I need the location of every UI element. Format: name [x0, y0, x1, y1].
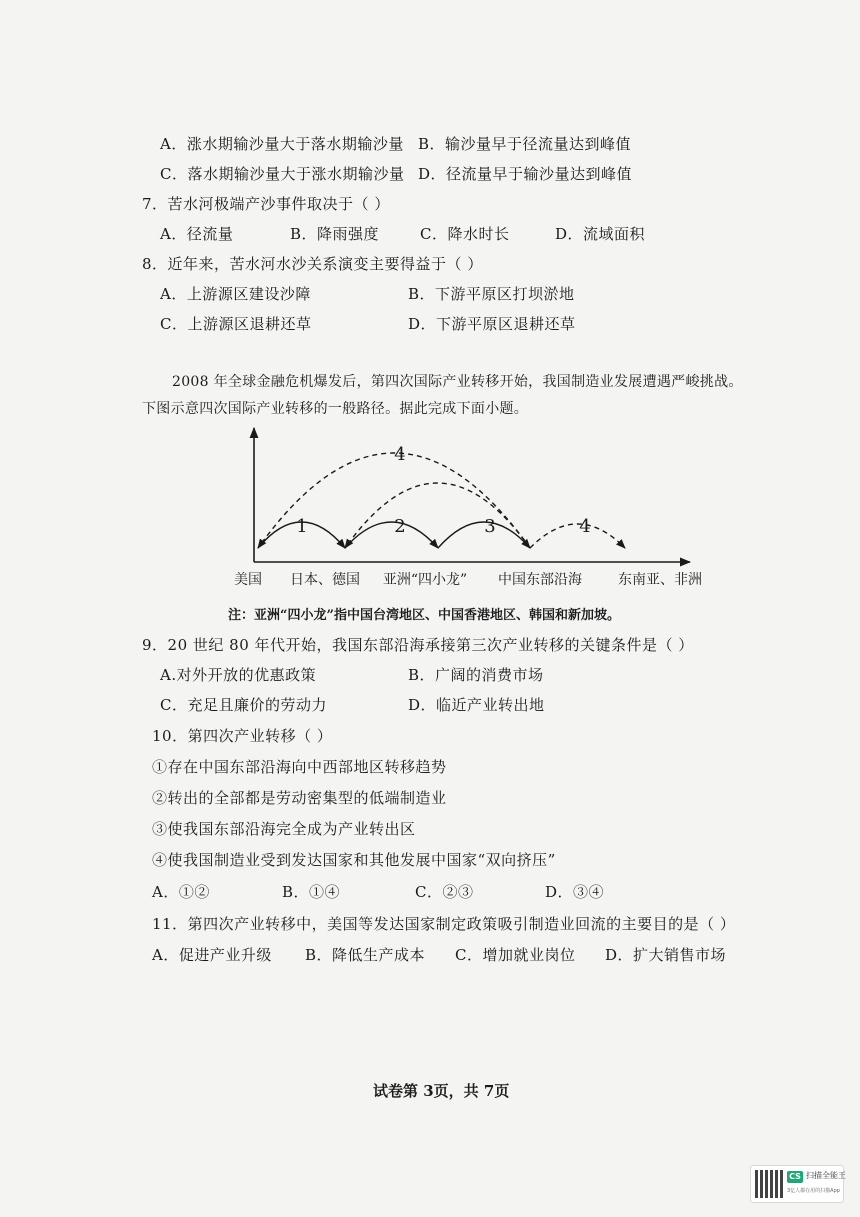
- transfer-arrow-3: [530, 524, 625, 548]
- badge-subtitle: 3亿人都在用的扫描App: [787, 1188, 840, 1194]
- badge-title: 扫描全能王: [806, 1171, 846, 1180]
- q7-option-d: D．流域面积: [555, 225, 646, 243]
- cs-logo: CS: [787, 1171, 803, 1183]
- q8-option-b: B．下游平原区打坝淤地: [408, 285, 575, 303]
- x-label-2: 亚洲“四小龙”: [382, 572, 468, 588]
- q6-option-a: A．涨水期输沙量大于落水期输沙量: [160, 135, 404, 153]
- q11-stem: 11．第四次产业转移中，美国等发达国家制定政策吸引制造业回流的主要目的是（ ）: [152, 915, 736, 933]
- q8-option-d: D．下游平原区退耕还草: [408, 315, 576, 333]
- transfer-label-3: 4: [579, 516, 591, 537]
- transfer-label-0: 1: [296, 516, 308, 537]
- passage-line-2: 下图示意四次国际产业转移的一般路径。据此完成下面小题。: [142, 401, 529, 417]
- transfer-label-1: 2: [394, 516, 406, 537]
- q9-option-b: B．广阔的消费市场: [408, 666, 544, 684]
- q11-option-b: B．降低生产成本: [305, 946, 426, 964]
- q10-item-1: ①存在中国东部沿海向中西部地区转移趋势: [152, 758, 447, 776]
- q10-option-d: D．③④: [545, 883, 605, 901]
- q11-option-c: C．增加就业岗位: [455, 946, 576, 964]
- x-label-3: 中国东部沿海: [498, 572, 582, 588]
- q10-item-4: ④使我国制造业受到发达国家和其他发展中国家“双向挤压”: [152, 851, 556, 869]
- q7-option-c: C．降水时长: [420, 225, 510, 243]
- passage-line-1: 2008 年全球金融危机爆发后，第四次国际产业转移开始，我国制造业发展遭遇严峻挑战。: [172, 374, 743, 390]
- q10-option-a: A．①②: [152, 883, 210, 901]
- transfer-arrow-1: [345, 522, 438, 548]
- q8-stem: 8．近年来，苦水河水沙关系演变主要得益于（ ）: [142, 255, 483, 273]
- transfer-label-4: 4: [394, 444, 406, 465]
- q9-option-c: C．充足且廉价的劳动力: [160, 696, 327, 714]
- q11-option-a: A．促进产业升级: [152, 946, 272, 964]
- q11-option-d: D．扩大销售市场: [605, 946, 727, 964]
- x-label-1: 日本、德国: [290, 572, 360, 588]
- q10-option-b: B．①④: [282, 883, 341, 901]
- q7-option-a: A．径流量: [160, 225, 234, 243]
- q6-option-b: B．输沙量早于径流量达到峰值: [418, 135, 632, 153]
- q9-stem: 9．20 世纪 80 年代开始，我国东部沿海承接第三次产业转移的关键条件是（ ）: [142, 636, 694, 654]
- qr-code-icon: [755, 1170, 783, 1198]
- q8-option-a: A．上游源区建设沙障: [160, 285, 311, 303]
- q7-option-b: B．降雨强度: [290, 225, 380, 243]
- q9-option-a: A.对外开放的优惠政策: [160, 666, 317, 684]
- q10-option-c: C．②③: [415, 883, 474, 901]
- scanner-watermark-badge: [750, 1165, 844, 1203]
- q7-stem: 7．苦水河极端产沙事件取决于（ ）: [142, 195, 390, 213]
- q9-option-d: D．临近产业转出地: [408, 696, 545, 714]
- page-footer: 试卷第 3页，共 7页: [373, 1082, 510, 1100]
- q10-item-3: ③使我国东部沿海完全成为产业转出区: [152, 820, 416, 838]
- x-label-4: 东南亚、非洲: [618, 572, 702, 588]
- diagram-note: 注：亚洲“四小龙”指中国台湾地区、中国香港地区、韩国和新加坡。: [228, 608, 620, 623]
- transfer-label-2: 3: [484, 516, 496, 537]
- q6-option-d: D．径流量早于输沙量达到峰值: [418, 165, 633, 183]
- x-label-0: 美国: [234, 572, 262, 588]
- q8-option-c: C．上游源区退耕还草: [160, 315, 312, 333]
- transfer-arrow-5: [345, 483, 530, 548]
- q10-stem: 10．第四次产业转移（ ）: [152, 727, 333, 745]
- q6-option-c: C．落水期输沙量大于涨水期输沙量: [160, 165, 405, 183]
- q10-item-2: ②转出的全部都是劳动密集型的低端制造业: [152, 789, 447, 807]
